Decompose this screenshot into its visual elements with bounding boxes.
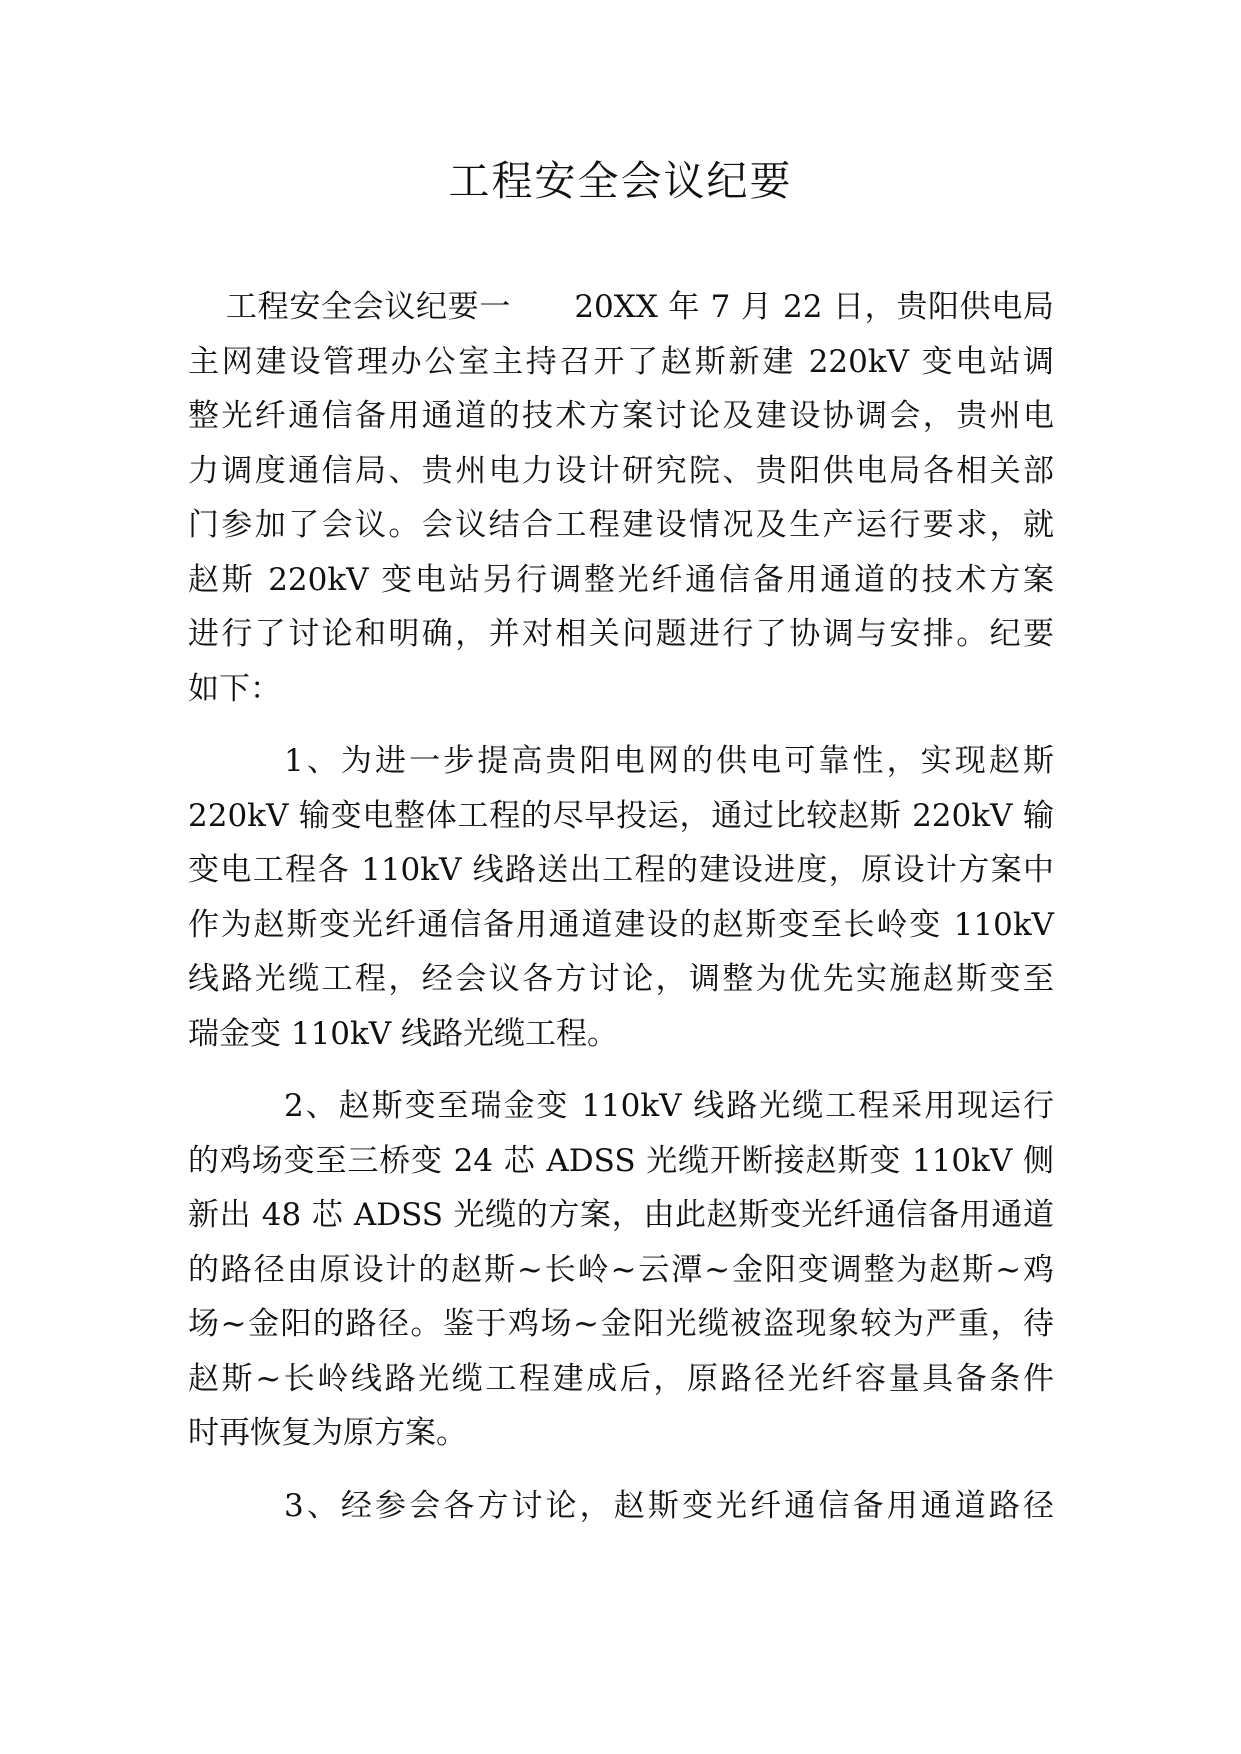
paragraph-gap <box>188 1061 1054 1079</box>
text-line: 时再恢复为原方案。 <box>188 1415 467 1451</box>
text-line: 新出 48 芯 ADSS 光缆的方案，由此赵斯变光纤通信备用通道 <box>188 1197 1054 1233</box>
text-line: 场~金阳的路径。鉴于鸡场~金阳光缆被盗现象较为严重，待 <box>188 1306 1054 1342</box>
text-line: 整光纤通信备用通道的技术方案讨论及建设协调会，贵州电 <box>188 398 1054 434</box>
text-line: 1、为进一步提高贵阳电网的供电可靠性，实现赵斯 <box>284 743 1054 779</box>
paragraph-gap <box>188 1461 1054 1479</box>
paragraph-1 <box>188 280 1054 716</box>
text-line: 的鸡场变至三桥变 24 芯 ADSS 光缆开断接赵斯变 110kV 侧 <box>188 1142 1054 1179</box>
text-line: 2、赵斯变至瑞金变 110kV 线路光缆工程采用现运行 <box>284 1088 1054 1124</box>
text-line: 门参加了会议。会议结合工程建设情况及生产运行要求，就 <box>188 507 1054 543</box>
text-line: 的路径由原设计的赵斯~长岭~云潭~金阳变调整为赵斯~鸡 <box>188 1251 1054 1288</box>
paragraph-4 <box>188 1479 1054 1534</box>
text-line: 作为赵斯变光纤通信备用通道建设的赵斯变至长岭变 110kV <box>188 906 1054 943</box>
text-line: 3、经参会各方讨论，赵斯变光纤通信备用通道路径 <box>284 1487 1054 1524</box>
text-line: 赵斯~长岭线路光缆工程建成后，原路径光纤容量具备条件 <box>188 1360 1054 1397</box>
document-body <box>188 280 1054 1533</box>
paragraph-3 <box>188 1079 1054 1461</box>
paragraph-gap <box>188 716 1054 734</box>
text-line: 如下： <box>188 670 281 707</box>
text-line: 工程安全会议纪要一 20XX 年 7 月 22 日，贵阳供电局 <box>226 289 1054 325</box>
text-line: 线路光缆工程，经会议各方讨论，调整为优先实施赵斯变至 <box>188 961 1054 997</box>
text-line: 变电工程各 110kV 线路送出工程的建设进度，原设计方案中 <box>188 852 1054 888</box>
text-line: 力调度通信局、贵州电力设计研究院、贵阳供电局各相关部 <box>188 452 1054 489</box>
text-line: 进行了讨论和明确，并对相关问题进行了协调与安排。纪要 <box>188 616 1054 652</box>
paragraph-2 <box>188 734 1054 1061</box>
text-line: 赵斯 220kV 变电站另行调整光纤通信备用通道的技术方案 <box>188 561 1054 598</box>
text-line: 220kV 输变电整体工程的尽早投运，通过比较赵斯 220kV 输 <box>188 797 1054 834</box>
text-line: 瑞金变 110kV 线路光缆工程。 <box>188 1015 619 1052</box>
document-title: 工程安全会议纪要 <box>448 157 793 205</box>
text-line: 主网建设管理办公室主持召开了赵斯新建 220kV 变电站调 <box>188 343 1054 380</box>
